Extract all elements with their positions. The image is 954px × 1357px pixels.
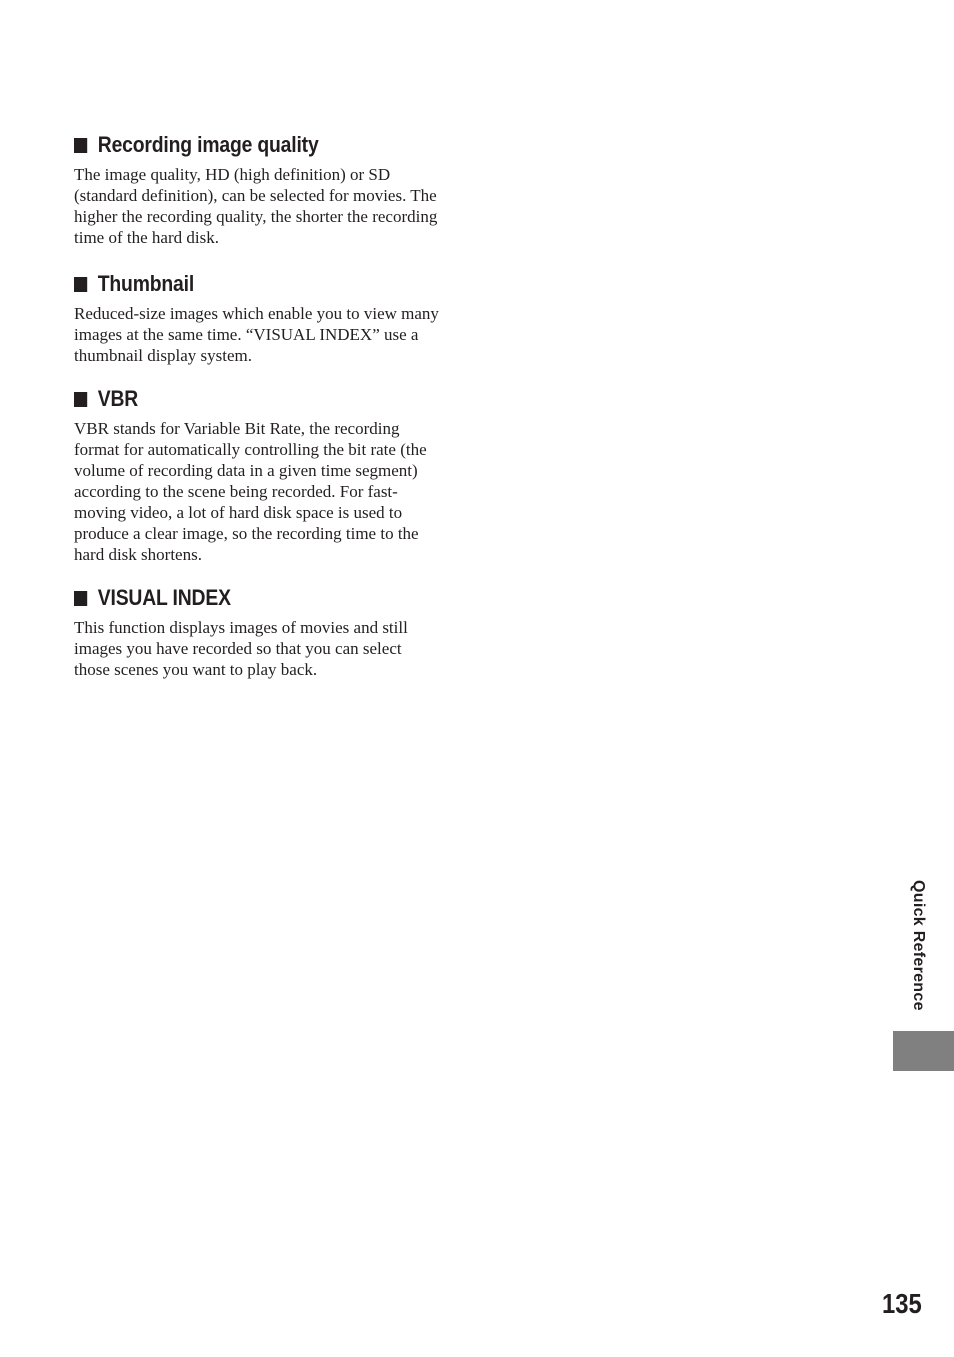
section-heading	[74, 267, 396, 301]
section-title: VISUAL INDEX	[97, 585, 231, 610]
section-body: This function displays images of movies and still images you have recorded so that you can select those scenes you want to play back.	[74, 618, 408, 679]
section-title: VBR	[97, 386, 139, 411]
section-heading	[74, 581, 396, 615]
main-column	[74, 128, 440, 680]
section-visual-index	[74, 581, 440, 680]
section-body: The image quality, HD (high definition) or SD (standard definition), can be selected for movies. The higher the recording quality, the shorter the recording time of the hard disk.	[74, 165, 438, 247]
section-heading	[74, 382, 396, 416]
section-body: VBR stands for Variable Bit Rate, the recording format for automatically controlling the bit rate (the volume of recording data in a given time segment) according to the scene being recorded. For fast-moving video, a lot of hard disk space is used to produce a clear image, so the recording time to the hard disk shortens.	[74, 419, 427, 564]
page-number: 135	[882, 1288, 922, 1319]
section-recording-image-quality	[74, 128, 440, 248]
square-bullet-icon	[74, 591, 87, 606]
square-bullet-icon	[74, 277, 87, 292]
section-thumbnail	[74, 267, 440, 366]
square-bullet-icon	[74, 392, 87, 407]
square-bullet-icon	[74, 138, 87, 153]
side-tab-marker	[893, 1031, 954, 1071]
section-title: Thumbnail	[97, 271, 195, 296]
section-title: Recording image quality	[97, 132, 319, 157]
side-tab-label-text: Quick Reference	[910, 880, 927, 1011]
side-tab-label	[907, 880, 927, 1022]
section-body: Reduced-size images which enable you to view many images at the same time. “VISUAL INDEX” use a thumbnail display system.	[74, 304, 439, 365]
section-vbr	[74, 382, 440, 565]
section-heading	[74, 128, 396, 162]
